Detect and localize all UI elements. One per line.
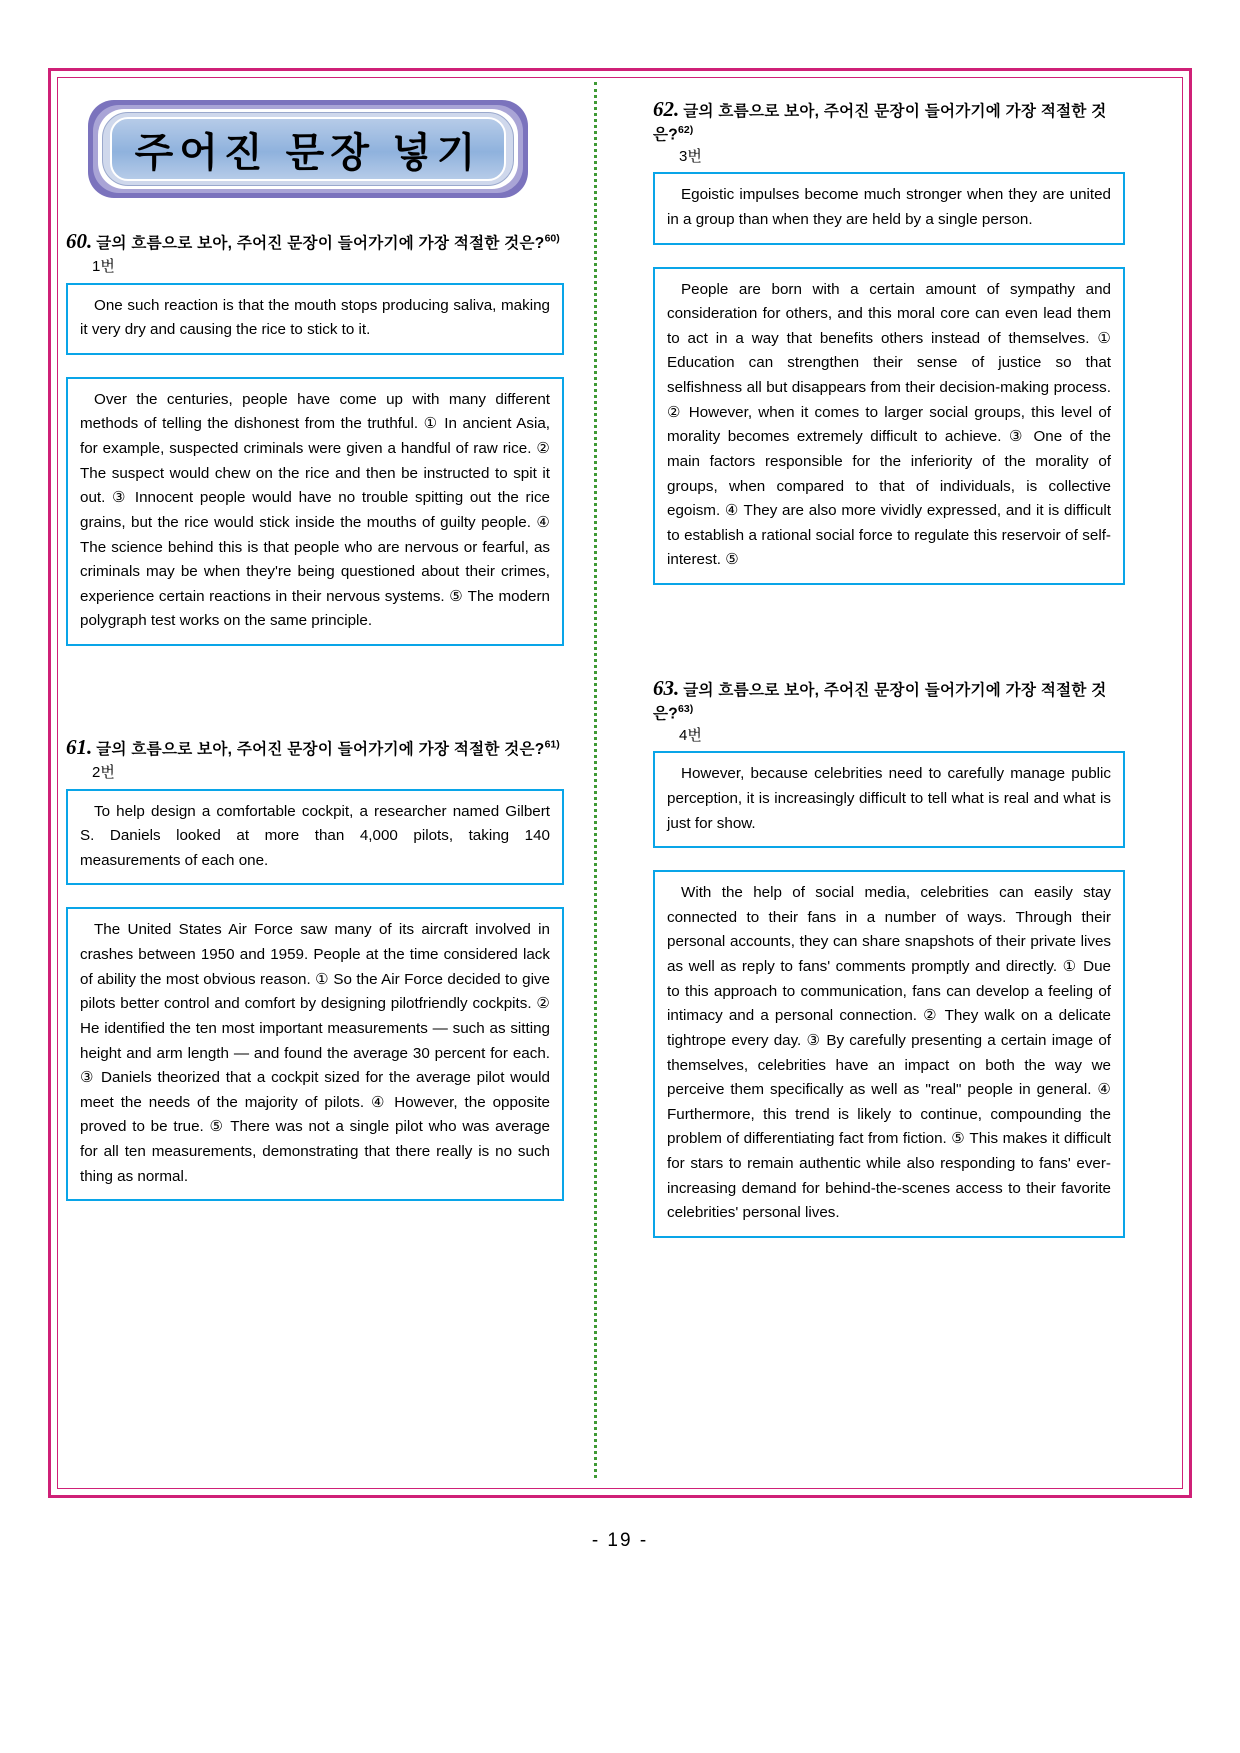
passage-text-63: With the help of social media, celebrities can easily stay connected to their fans in a number of ways. Through their personal accounts, they can share snapshots of their private lives as well as reply to fans' comments promptly and directly. ① Due to this approach to communication, fans can develop a feeling of intimacy and a personal connection. ② They walk on a delicate tightrope every day. ③ By carefully presenting a certain image of themselves, celebrities have an impact on both the way we perceive them specifically as well as "real" people in general. ④ Furthermore, this trend is likely to continue, compounding the problem of differentiating fact from fiction. ⑤ This makes it difficult for stars to remain authentic while also responding to fans' ever-increasing demand for behind-the-scenes access to their favorite celebrities' personal lives. [667,884,1111,1222]
given-sentence-text-61: To help design a comfortable cockpit, a researcher named Gilbert S. Daniels looked at more than 4,000 pilots, taking 140 measurements of each one. [80,802,550,869]
given-sentence-box-62 [653,172,1125,244]
question-header-63 [653,675,1125,745]
question-number-61: 61. [66,735,93,760]
passage-text-61: The United States Air Force saw many of its aircraft involved in crashes between 1950 and 1959. People at the time considered lack of ability the most obvious reason. ① So the Air Force decided to give pilots better control and comfort by designing pilotfriendly cockpits. ② He identified the ten most important measurements — such as sitting height and arm length — and found the average 30 percent for each. ③ Daniels theorized that a cockpit sized for the average pilot would meet the needs of the majority of pilots. ④ However, the opposite proved to be true. ⑤ There was not a single pilot who was average for all ten measurements, demonstrating that there really is no such thing as normal. [80,921,550,1185]
right-column [617,82,1125,1482]
page-number: - 19 - [591,1530,649,1551]
question-answer-61: 2번 [92,763,115,781]
given-sentence-text-63: However, because celebrities need to carefully manage public perception, it is increasingly difficult to tell what is real and what is just for show. [667,765,1111,832]
section-title-banner [88,100,528,198]
passage-box-63 [653,870,1125,1238]
given-sentence-text-62: Egoistic impulses become much stronger when they are united in a group than when they are held by a single person. [667,186,1111,228]
given-sentence-text-60: One such reaction is that the mouth stops producing saliva, making it very dry and causing the rice to stick to it. [80,296,550,339]
left-column [66,82,574,1482]
question-prompt-62: 글의 흐름으로 보아, 주어진 문장이 들어가기에 가장 적절한 것은? [653,103,1107,144]
question-prompt-60: 글의 흐름으로 보아, 주어진 문장이 들어가기에 가장 적절한 것은? [96,235,545,252]
question-number-63: 63. [653,676,680,701]
question-number-60: 60. [66,229,93,253]
question-prompt-63: 글의 흐름으로 보아, 주어진 문장이 들어가기에 가장 적절한 것은? [653,682,1107,723]
question-prompt-61: 글의 흐름으로 보아, 주어진 문장이 들어가기에 가장 적절한 것은? [96,741,545,759]
passage-text-60: Over the centuries, people have come up with many different methods of telling the dishonest from the truthful. ① In ancient Asia, for example, suspected criminals were given a handful of raw rice. ② The suspect would chew on the rice and then be instructed to spit it out. ③ Innocent people would have no trouble spitting out the rice grains, but the rice would stick inside the mouths of guilty people. ④ The science behind this is that people who are nervous or fearful, as criminals may be when they're being questioned about their crimes, experience certain reactions in their nervous systems. ⑤ The modern polygraph test works on the same principle. [80,390,550,630]
spacer-between-62-63 [653,599,1125,645]
passage-box-60 [66,377,564,646]
passage-box-61 [66,907,564,1201]
given-sentence-box-60 [66,283,564,355]
section-title-text: 주어진 문장 넣기 [134,130,482,175]
question-header-61 [66,734,564,783]
question-footnote-60: 60) [544,232,560,245]
question-header-62 [653,96,1125,166]
banner-core [110,117,506,181]
question-footnote-61: 61) [544,738,560,751]
question-footnote-63: 63) [678,702,694,715]
question-header-60 [66,228,564,277]
passage-box-62 [653,267,1125,586]
question-answer-63: 4번 [679,726,702,744]
spacer-between-60-61 [66,660,564,704]
two-column-layout [66,82,1174,1482]
passage-text-62: People are born with a certain amount of sympathy and consideration for others, and this moral core can even lead them to act in a way that benefits others instead of themselves. ① Education can strengthen their sense of justice so that selfishness all but disappears from their decision-making process. ② However, when it comes to larger social groups, this level of morality becomes extremely difficult to achieve. ③ One of the main factors responsible for the inferiority of the morality of groups, when compared to that of individuals, is collective egoism. ④ They are also more vividly expressed, and it is difficult to establish a rational social force to regulate this reservoir of self-interest. ⑤ [667,280,1111,569]
question-answer-62: 3번 [679,147,702,165]
given-sentence-box-61 [66,789,564,886]
question-footnote-62: 62) [678,123,694,136]
given-sentence-box-63 [653,751,1125,848]
question-number-62: 62. [653,97,680,121]
question-answer-60: 1번 [92,257,115,275]
page-footer [0,1530,1240,1552]
column-divider [594,82,597,1478]
